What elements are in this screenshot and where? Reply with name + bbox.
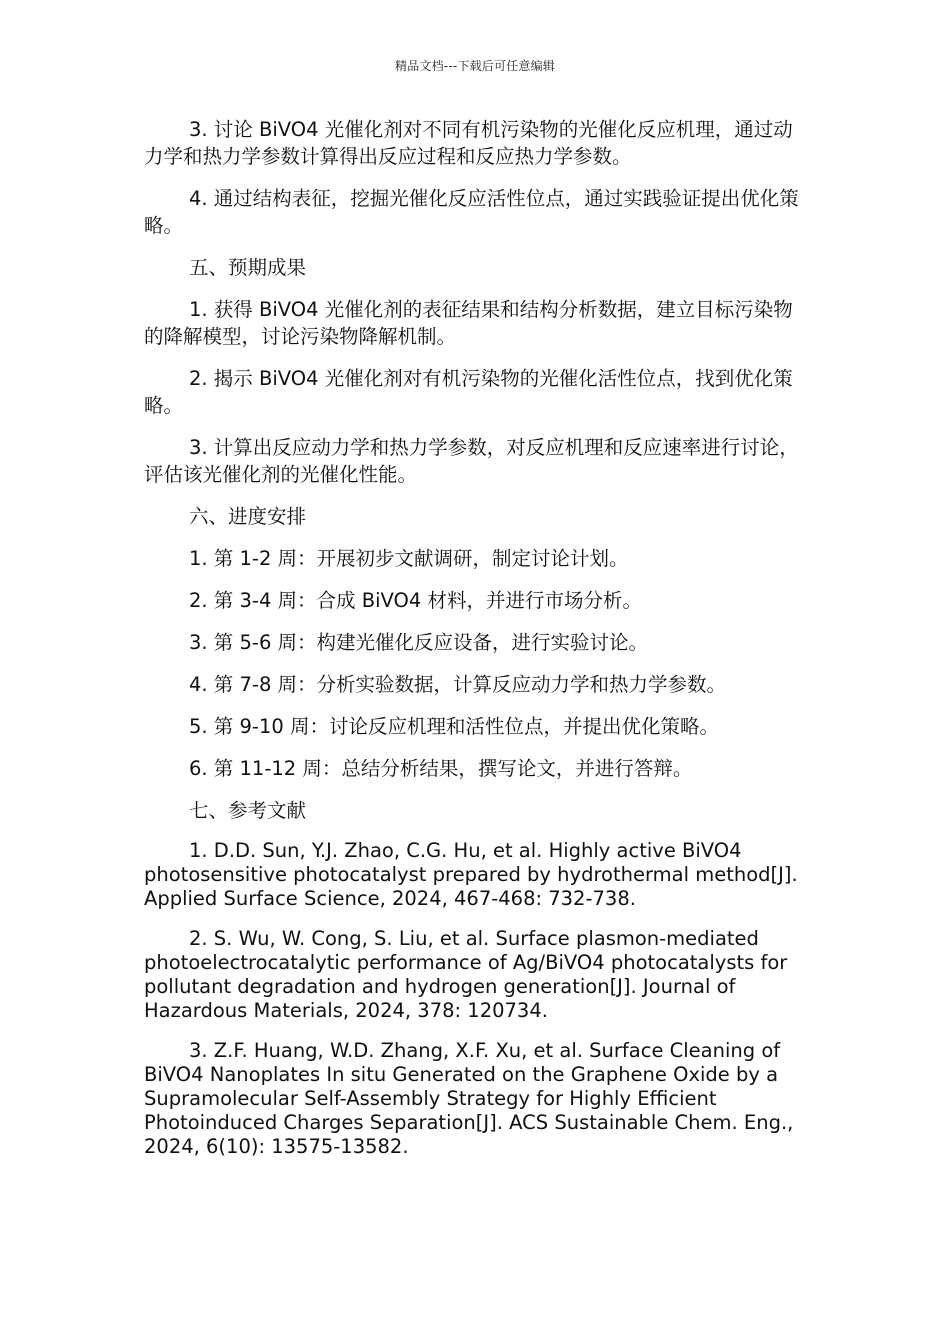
schedule-item: 3. 第 5-6 周：构建光催化反应设备，进行实验讨论。 [189, 631, 649, 654]
reference-item: 2. S. Wu, W. Cong, S. Liu, et al. Surface plasmon-mediated photoelectrocatalytic performance of Ag/BiVO4 photocatalysts for pollutant degradation and hydrogen generation[J]. Journal of Hazardous Materials, 2024, 378: 120734. [144, 927, 788, 1022]
section-heading-schedule: 六、进度安排 [189, 505, 307, 528]
document-body [144, 116, 808, 1175]
expected-result-item: 1. 获得 BiVO4 光催化剂的表征结果和结构分析数据，建立目标污染物的降解模型，讨论污染物降解机制。 [144, 298, 793, 348]
reference-item: 3. Z.F. Huang, W.D. Zhang, X.F. Xu, et al. Surface Cleaning of BiVO4 Nanoplates In situ Generated on the Graphene Oxide by a Supramolecular Self-Assembly Strategy for Highly Efficient Photoinduced Charges Separation[J]. ACS Sustainable Chem. Eng., 2024, 6(10): 13575-13582. [144, 1039, 794, 1158]
expected-result-item: 2. 揭示 BiVO4 光催化剂对有机污染物的光催化活性位点，找到优化策略。 [144, 367, 793, 417]
schedule-item: 6. 第 11-12 周：总结分析结果，撰写论文，并进行答辩。 [189, 757, 693, 780]
schedule-item: 5. 第 9-10 周：讨论反应机理和活性位点，并提出优化策略。 [189, 715, 719, 738]
method-item-3: 3. 讨论 BiVO4 光催化剂对不同有机污染物的光催化反应机理，通过动力学和热力学参数计算得出反应过程和反应热力学参数。 [144, 118, 793, 168]
schedule-item: 4. 第 7-8 周：分析实验数据，计算反应动力学和热力学参数。 [189, 673, 727, 696]
section-heading-expected-results: 五、预期成果 [189, 256, 307, 279]
section-heading-references: 七、参考文献 [189, 799, 307, 822]
schedule-item: 1. 第 1-2 周：开展初步文献调研，制定讨论计划。 [189, 547, 629, 570]
expected-result-item: 3. 计算出反应动力学和热力学参数，对反应机理和反应速率进行讨论，评估该光催化剂的光催化性能。 [144, 436, 799, 486]
schedule-item: 2. 第 3-4 周：合成 BiVO4 材料，并进行市场分析。 [189, 589, 642, 612]
method-item-4: 4. 通过结构表征，挖掘光催化反应活性位点，通过实践验证提出优化策略。 [144, 187, 799, 237]
reference-item: 1. D.D. Sun, Y.J. Zhao, C.G. Hu, et al. Highly active BiVO4 photosensitive photocatalyst prepared by hydrothermal method[J]. Applied Surface Science, 2024, 467-468: 732-738. [144, 839, 798, 910]
page-header: 精品文档---下载后可任意编辑 [395, 59, 555, 73]
